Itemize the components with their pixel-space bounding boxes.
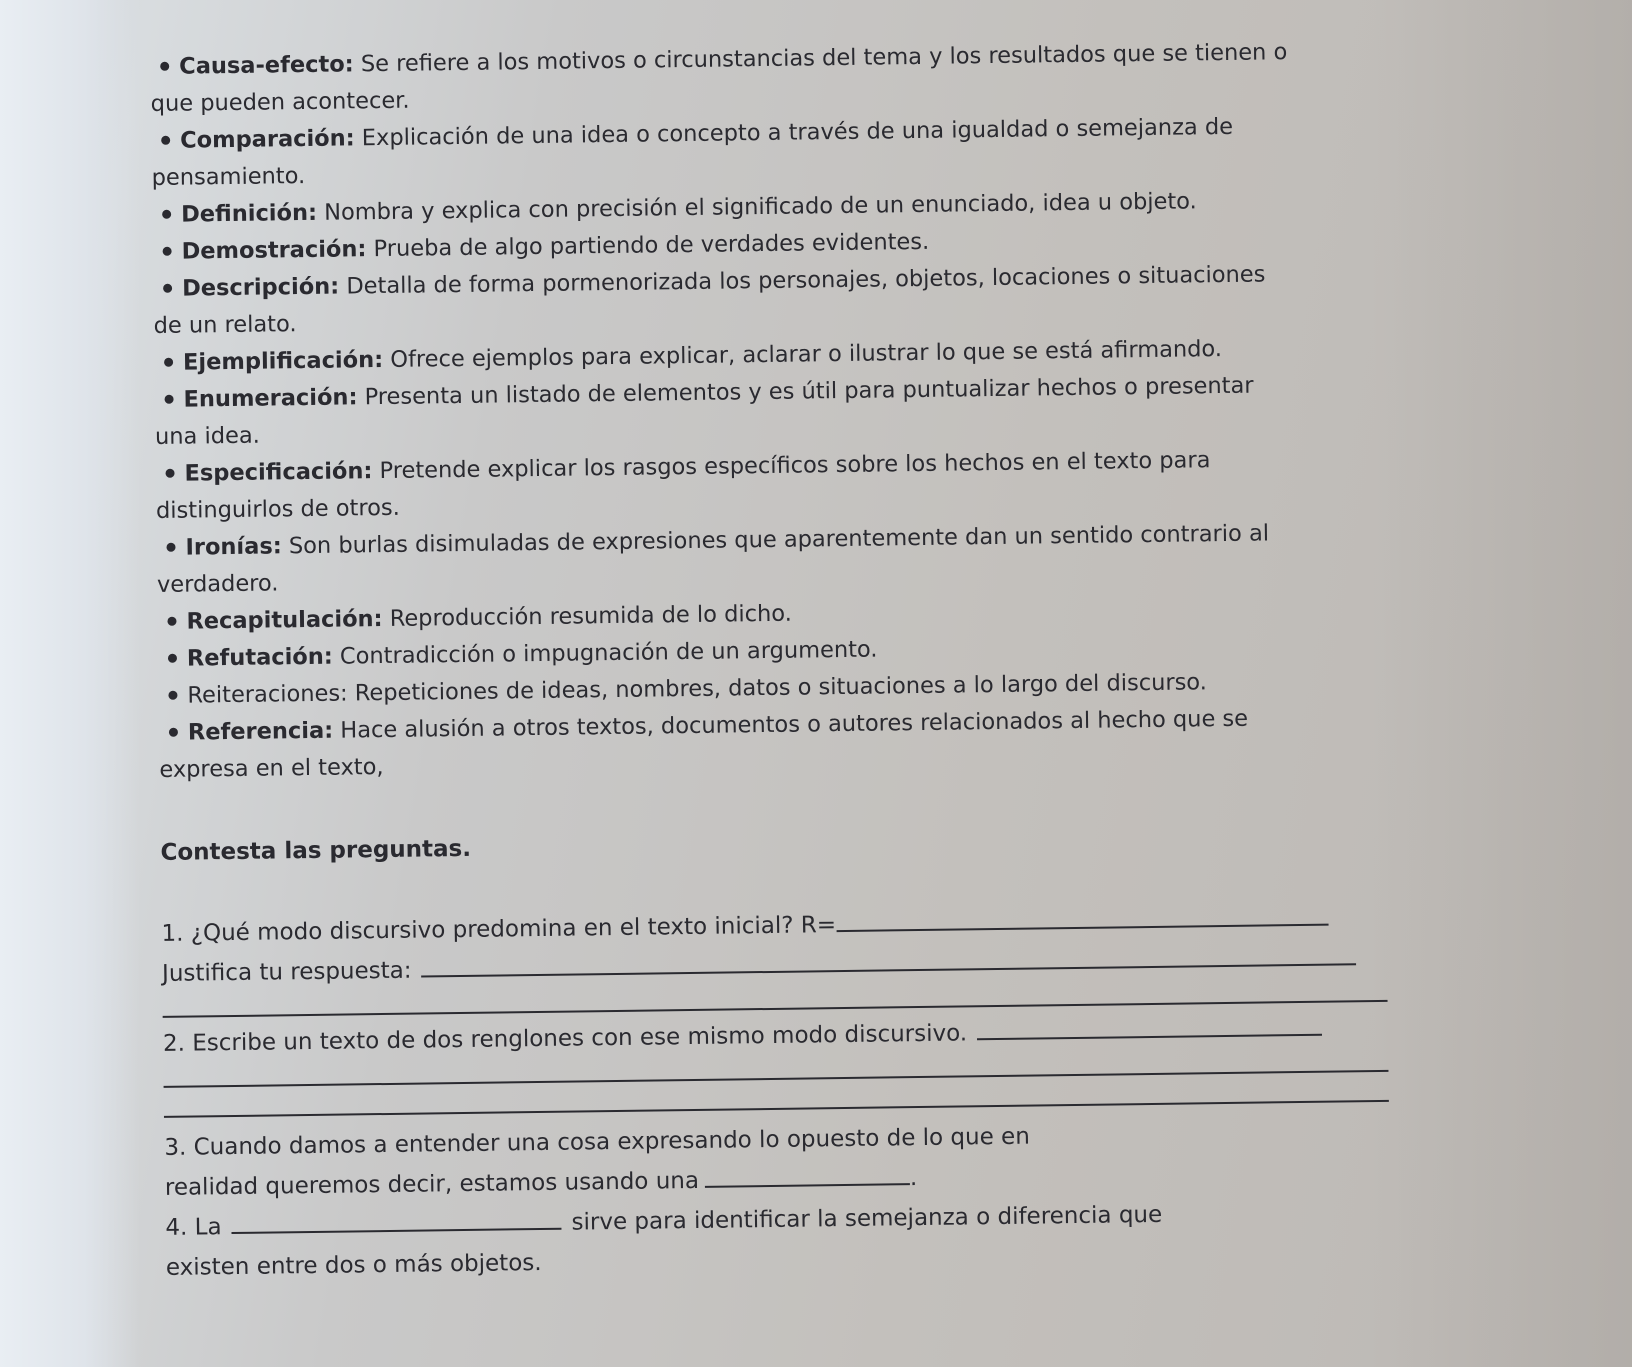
bullet-icon xyxy=(164,357,173,366)
list-item-continuation: una idea. xyxy=(154,422,261,450)
item-term: Especificación: xyxy=(184,458,373,487)
item-text: Detalla de forma pormenorizada los personajes, objetos, locaciones o situaciones xyxy=(339,261,1266,300)
item-text: Ofrece ejemplos para explicar, aclarar o ilustrar lo que se está afirmando. xyxy=(382,335,1223,373)
item-term: Referencia: xyxy=(187,717,334,746)
bullet-icon xyxy=(167,616,176,625)
question-3-period: . xyxy=(909,1165,918,1192)
item-term: Comparación: xyxy=(180,125,355,154)
item-term: Recapitulación: xyxy=(186,606,383,635)
bullet-icon xyxy=(163,246,172,255)
item-text: Son burlas disimuladas de expresiones que aparentemente dan un sentido contrario al xyxy=(281,520,1270,560)
bullet-icon xyxy=(169,727,178,736)
bullet-icon xyxy=(168,653,177,662)
bullet-icon xyxy=(163,283,172,292)
question-2-text: 2. Escribe un texto de dos renglones con ese mismo modo discursivo. xyxy=(162,1020,968,1057)
item-text: Prueba de algo partiendo de verdades evidentes. xyxy=(366,228,930,263)
list-item-continuation: de un relato. xyxy=(153,311,297,339)
justify-label: Justifica tu respuesta: xyxy=(161,957,412,987)
item-term: Demostración: xyxy=(181,236,367,265)
question-4-start: 4. La xyxy=(165,1214,222,1241)
question-1-text: 1. ¿Qué modo discursivo predomina en el texto inicial? R= xyxy=(161,912,837,947)
list-item-continuation: que pueden acontecer. xyxy=(150,87,410,117)
page-shadow xyxy=(1372,0,1632,1367)
item-text: Reproducción resumida de lo dicho. xyxy=(382,600,792,633)
item-term: Descripción: xyxy=(181,273,340,302)
item-term: Ejemplificación: xyxy=(182,346,384,376)
bullet-icon xyxy=(168,690,177,699)
item-text: Contradicción o impugnación de un argumento. xyxy=(332,636,878,670)
question-4-line2: existen entre dos o más objetos. xyxy=(165,1249,542,1281)
item-term: Refutación: xyxy=(186,643,333,672)
item-text: Se refiere a los motivos o circunstancias del tema y los resultados que se tienen o xyxy=(353,39,1288,78)
item-text: Presenta un listado de elementos y es útil para puntualizar hechos o presentar xyxy=(357,372,1254,411)
question-4-text: sirve para identificar la semejanza o diferencia que xyxy=(571,1201,1163,1236)
bullet-icon xyxy=(166,542,175,551)
list-item-continuation: pensamiento. xyxy=(151,162,306,191)
item-term: Enumeración: xyxy=(183,384,358,413)
item-text: Pretende explicar los rasgos específicos sobre los hechos en el texto para xyxy=(372,447,1211,485)
answer-blank-2[interactable] xyxy=(977,1012,1322,1041)
bullet-icon xyxy=(161,135,170,144)
answer-blank-3[interactable] xyxy=(705,1161,910,1188)
item-text: Nombra y explica con precisión el significado de un enunciado, idea u objeto. xyxy=(316,188,1197,226)
bullet-icon xyxy=(162,209,171,218)
item-text: Hace alusión a otros textos, documentos o autores relacionados al hecho que se xyxy=(333,705,1249,744)
item-text: Reiteraciones: Repeticiones de ideas, nombres, datos o situaciones a lo largo del discurso. xyxy=(187,669,1208,709)
bullet-icon xyxy=(165,394,174,403)
item-term: Definición: xyxy=(180,199,318,228)
item-term: Causa-efecto: xyxy=(179,51,354,80)
section-heading: Contesta las preguntas. xyxy=(160,835,472,866)
question-3: 3. Cuando damos a entender una cosa expresando lo opuesto de lo que en xyxy=(164,1123,1030,1161)
list-item-continuation: expresa en el texto, xyxy=(159,754,384,783)
answer-blank-1[interactable] xyxy=(836,902,1328,932)
list-item-continuation: verdadero. xyxy=(156,570,279,598)
page-lit-edge xyxy=(0,0,140,1367)
question-3-text: realidad queremos decir, estamos usando una xyxy=(164,1167,700,1201)
item-text: Explicación de una idea o concepto a través de una igualdad o semejanza de xyxy=(354,113,1234,152)
bullet-icon xyxy=(160,61,169,70)
answer-blank-4[interactable] xyxy=(231,1206,561,1234)
item-term: Ironías: xyxy=(185,533,282,561)
bullet-icon xyxy=(165,468,174,477)
list-item-continuation: distinguirlos de otros. xyxy=(155,494,400,524)
document-content xyxy=(150,34,1396,1288)
